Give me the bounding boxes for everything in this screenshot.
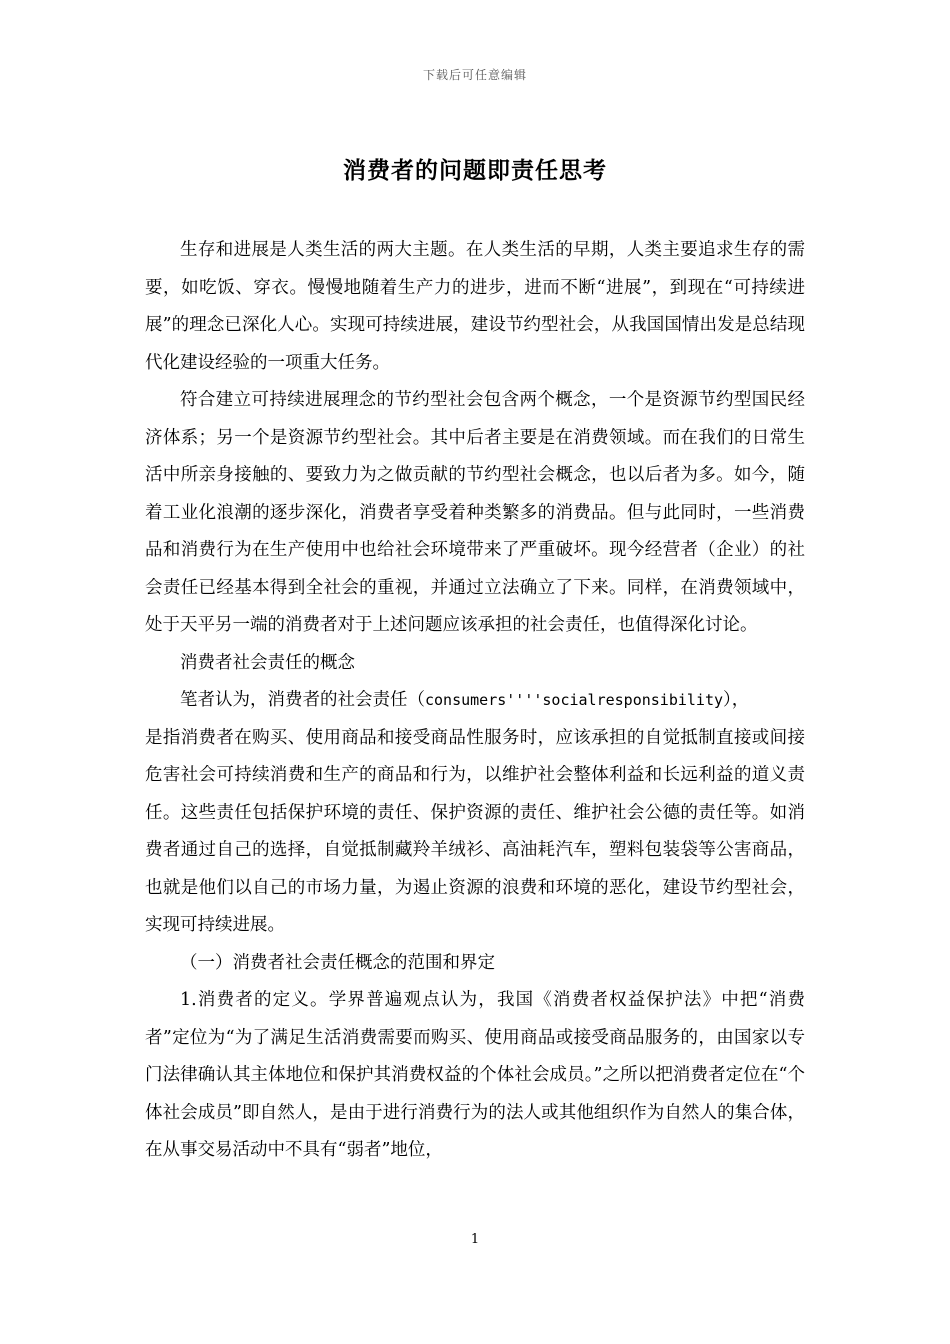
document-title: 消费者的问题即责任思考 bbox=[343, 157, 607, 184]
definition-lead-text: 笔者认为，消费者的社会责任（ bbox=[180, 690, 425, 710]
definition-lead-close: ）， bbox=[723, 690, 750, 710]
header-note: 下载后可任意编辑 bbox=[422, 68, 527, 82]
section-heading-concept: 消费者社会责任的概念 bbox=[180, 652, 355, 673]
paragraph-intro: 生存和进展是人类生活的两大主题。在人类生活的早期，人类主要追求生存的需要，如吃饭、穿衣。慢慢地随着生产力的进步，进而不断“进展”，到现在“可持续进展”的理念已深化人心。实现可持续进展，建设节约型社会，从我国国情出发是总结现代化建设经验的一项重大任务。 bbox=[145, 240, 805, 373]
paragraph-conserving-society: 符合建立可持续进展理念的节约型社会包含两个概念，一个是资源节约型国民经济体系；另一个是资源节约型社会。其中后者主要是在消费领域。而在我们的日常生活中所亲身接触的、要致力为之做贡献的节约型社会概念，也以后者为多。如今，随着工业化浪潮的逐步深化，消费者享受着种类繁多的消费品。但与此同时，一些消费品和消费行为在生产使用中也给社会环境带来了严重破坏。现今经营者（企业）的社会责任已经基本得到全社会的重视，并通过立法确立了下来。同样，在消费领域中，处于天平另一端的消费者对于上述问题应该承担的社会责任，也值得深化讨论。 bbox=[145, 390, 805, 635]
page-number: 1 bbox=[470, 1232, 480, 1247]
paragraph-definition-lead bbox=[145, 682, 805, 720]
paragraph-definition: 是指消费者在购买、使用商品和接受商品性服务时，应该承担的自觉抵制直接或间接危害社会可持续消费和生产的商品和行为，以维护社会整体利益和长远利益的道义责任。这些责任包括保护环境的责任、保护资源的责任、维护社会公德的责任等。如消费者通过自己的选择，自觉抵制藏羚羊绒衫、高油耗汽车，塑料包装袋等公害商品，也就是他们以自己的市场力量，为遏止资源的浪费和环境的恶化，建设节约型社会，实现可持续进展。 bbox=[145, 727, 805, 935]
document-body bbox=[145, 232, 805, 1170]
english-term: consumers''''socialresponsibility bbox=[425, 691, 724, 709]
paragraph-consumer-definition: 1.消费者的定义。学界普遍观点认为，我国《消费者权益保护法》中把“消费者”定位为“为了满足生活消费需要而购买、使用商品或接受商品服务的，由国家以专门法律确认其主体地位和保护其消费权益的个体社会成员。”之所以把消费者定位在“个体社会成员”即自然人，是由于进行消费行为的法人或其他组织作为自然人的集合体，在从事交易活动中不具有“弱者”地位， bbox=[145, 990, 805, 1160]
section-heading-scope: （一）消费者社会责任概念的范围和界定 bbox=[180, 952, 495, 973]
